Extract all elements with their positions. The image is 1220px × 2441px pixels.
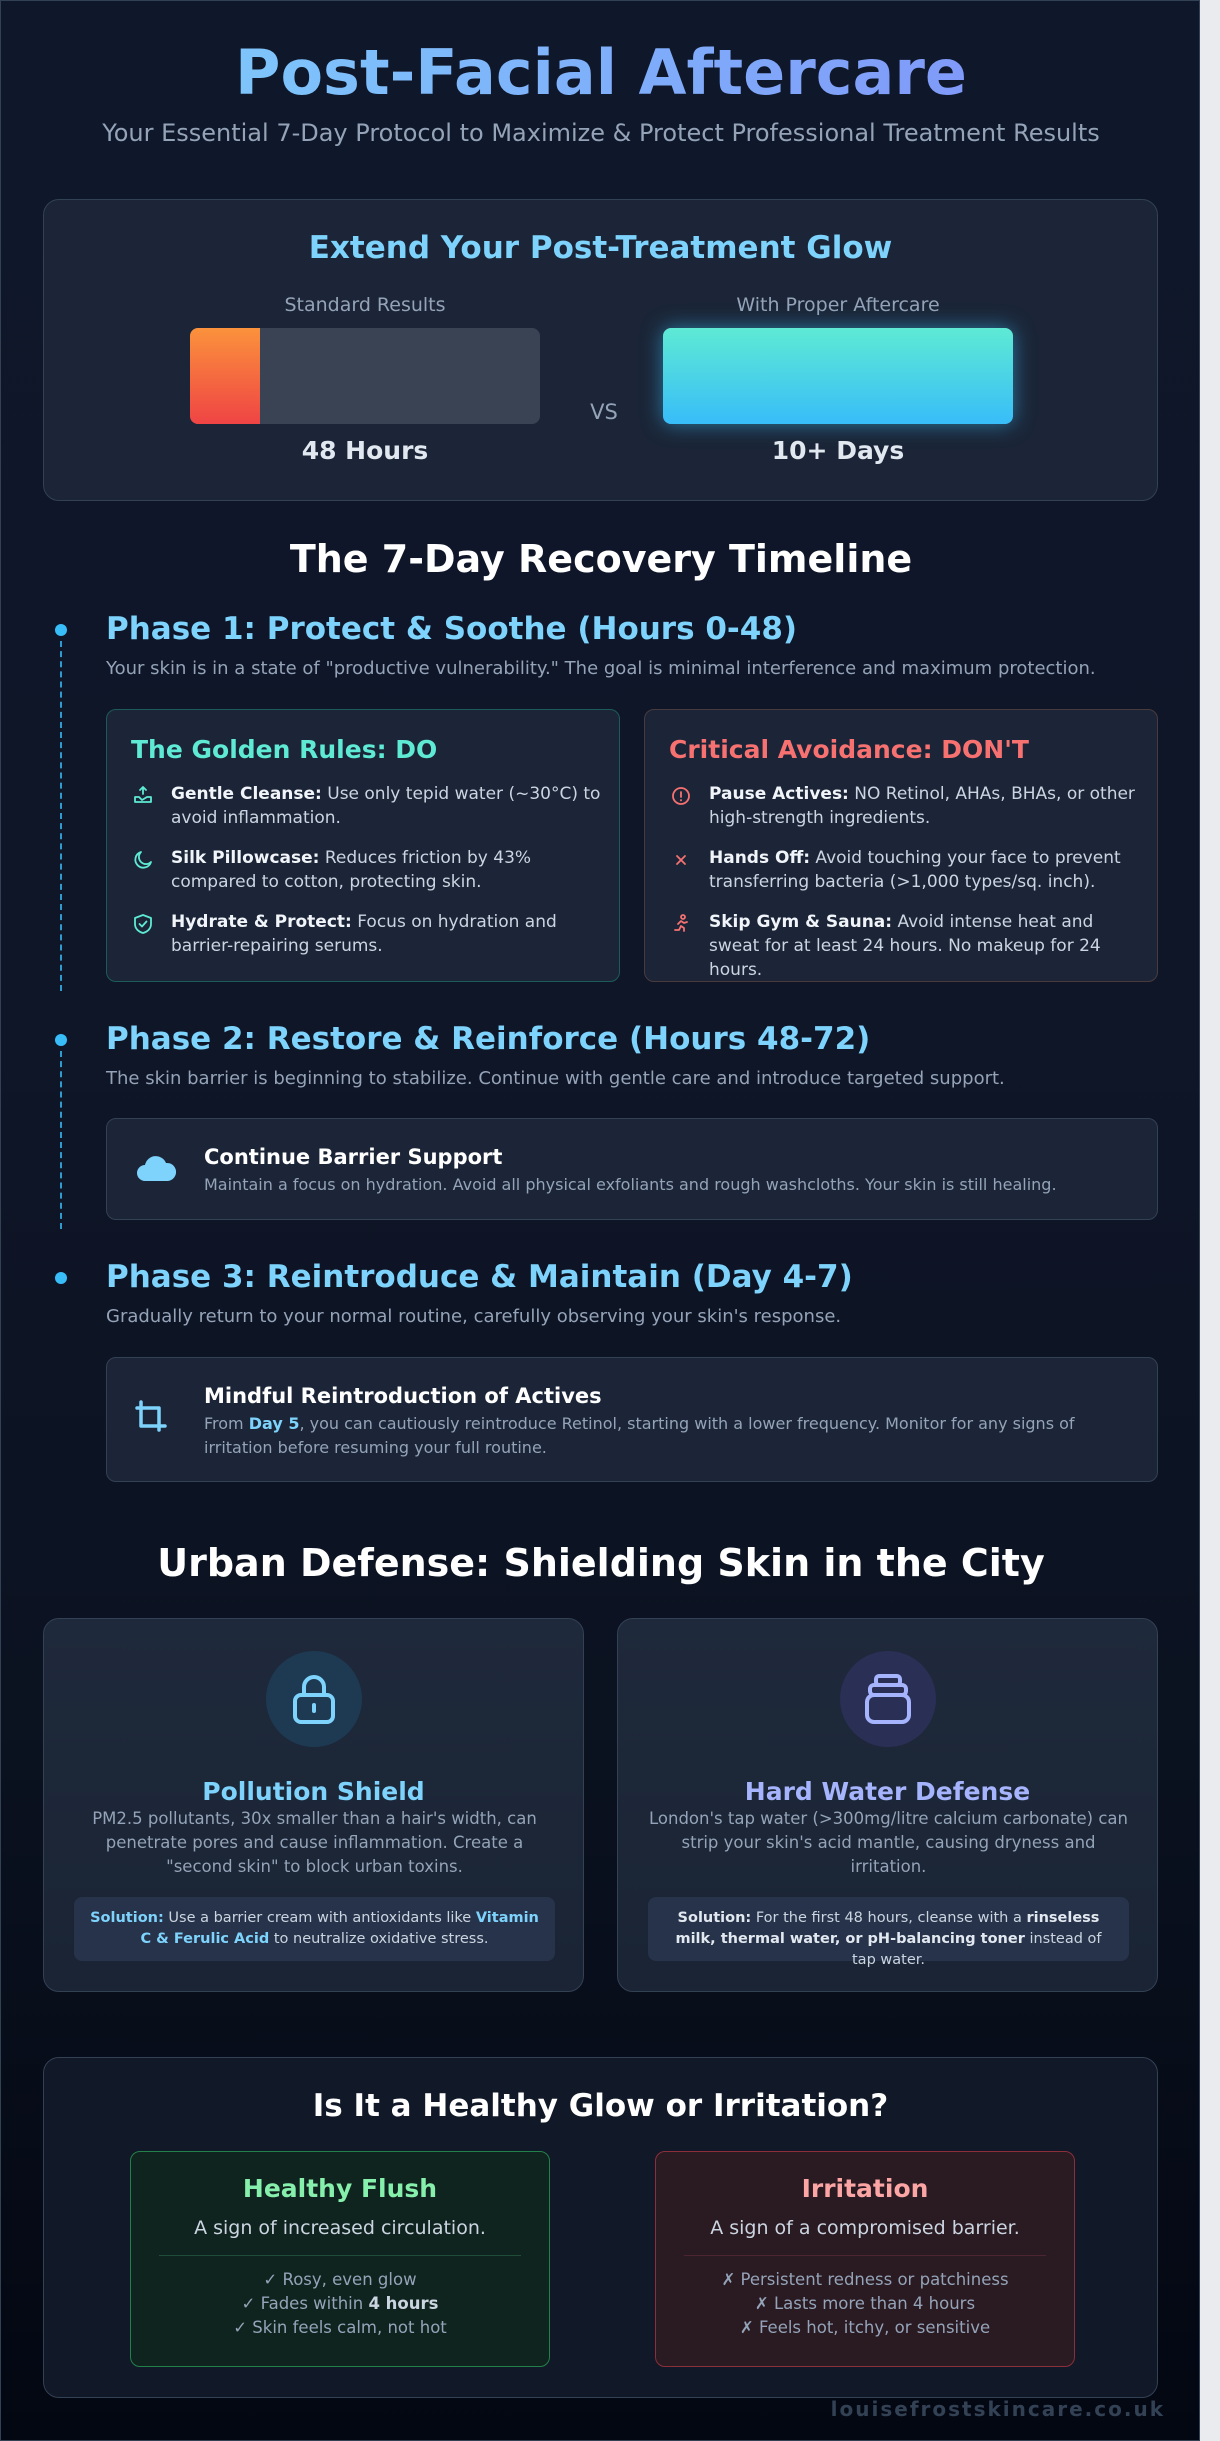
rule-bold: Pause Actives:: [709, 784, 849, 804]
barrier-support-card: [106, 1118, 1158, 1220]
barrier-support-text: Maintain a focus on hydration. Avoid all physical exfoliants and rough washcloths. Your skin is still healing.: [204, 1175, 1057, 1194]
phase1-dot: [55, 624, 67, 636]
moon-icon: [131, 848, 161, 872]
solution-post: instead of tap water.: [852, 1931, 1102, 1968]
reintro-text-post: , you can cautiously reintroduce Retinol, starting with a lower frequency. Monitor for any signs of irritation before resuming your full routine.: [204, 1414, 1075, 1457]
irritation-item: ✗ Persistent redness or patchiness: [721, 2270, 1009, 2289]
pollution-title: Pollution Shield: [202, 1777, 425, 1806]
proper-aftercare-bar: [663, 328, 1013, 424]
reintroduction-title: Mindful Reintroduction of Actives: [204, 1384, 602, 1408]
standard-results-value: 48 Hours: [301, 436, 429, 465]
healthy-list: [131, 2268, 549, 2340]
irritation-sub: A sign of a compromised barrier.: [710, 2217, 1020, 2239]
healthy-item-bold: 4 hours: [368, 2294, 439, 2313]
running-icon: [669, 912, 699, 936]
do-heading: The Golden Rules: DO: [131, 735, 438, 764]
rule-desc: NO Retinol, AHAs, BHAs, or other high-strength ingredients.: [709, 784, 1135, 828]
pollution-shield-card: [43, 1618, 584, 1992]
urban-title: Urban Defense: Shielding Skin in the City: [157, 1541, 1045, 1585]
glow-title: Extend Your Post-Treatment Glow: [308, 230, 893, 266]
crop-icon: [133, 1398, 179, 1444]
dont-item: [669, 910, 1139, 982]
rule-desc: Use only tepid water (~30°C) to avoid inflammation.: [171, 784, 601, 828]
pollution-text: PM2.5 pollutants, 30x smaller than a hair's width, can penetrate pores and cause inflammation. Create a "second skin" to block urban toxins.: [92, 1809, 537, 1876]
vs-label: VS: [590, 400, 618, 424]
day-5-highlight: Day 5: [248, 1414, 300, 1433]
irritation-box: [655, 2151, 1075, 2367]
phase3-dot: [55, 1272, 67, 1284]
solution-label: Solution:: [90, 1910, 164, 1926]
cloud-icon: [133, 1147, 179, 1193]
barrier-support-title: Continue Barrier Support: [204, 1145, 503, 1169]
healthy-item: ✓ Rosy, even glow: [263, 2270, 417, 2289]
reintroduction-text: [204, 1412, 1134, 1460]
pollution-solution: [74, 1897, 555, 1961]
dont-heading: Critical Avoidance: DON'T: [669, 735, 1029, 764]
proper-aftercare-value: 10+ Days: [771, 436, 905, 465]
standard-results-bar: [190, 328, 540, 424]
irritation-title: Irritation: [801, 2174, 929, 2203]
rule-desc: Reduces friction by 43% compared to cotton, protecting skin.: [171, 848, 532, 892]
do-rules-card: [106, 709, 620, 982]
do-item: [131, 846, 601, 894]
rule-bold: Hydrate & Protect:: [171, 912, 352, 932]
irritation-list: [656, 2268, 1074, 2340]
phase2-desc: The skin barrier is beginning to stabilize. Continue with gentle care and introduce targeted support.: [106, 1068, 1005, 1089]
irritation-divider: [684, 2255, 1046, 2256]
alert-circle-icon: [669, 784, 699, 808]
irritation-item: ✗ Feels hot, itchy, or sensitive: [739, 2318, 991, 2337]
rule-bold: Silk Pillowcase:: [171, 848, 320, 868]
hard-water-card: [617, 1618, 1158, 1992]
healthy-flush-box: [130, 2151, 550, 2367]
proper-aftercare-fill: [663, 328, 1013, 424]
solution-post: to neutralize oxidative stress.: [269, 1931, 489, 1947]
check-title: Is It a Healthy Glow or Irritation?: [312, 2088, 889, 2124]
x-icon: [669, 848, 699, 872]
phase3-title: Phase 3: Reintroduce & Maintain (Day 4-7): [106, 1259, 853, 1295]
do-item: [131, 782, 601, 830]
reintro-text-pre: From: [204, 1414, 249, 1433]
hard-water-solution: [648, 1897, 1129, 1968]
hard-water-text: London's tap water (>300mg/litre calcium carbonate) can strip your skin's acid mantle, causing dryness and irritation.: [649, 1809, 1128, 1876]
phase2-title: Phase 2: Restore & Reinforce (Hours 48-72): [106, 1021, 871, 1057]
glow-comparison-card: [43, 199, 1158, 501]
solution-bold: rinseless milk, thermal water, or pH-balancing toner: [675, 1910, 1100, 1947]
lock-icon: [292, 1673, 336, 1729]
rule-desc: Avoid intense heat and sweat for at least 24 hours. No makeup for 24 hours.: [709, 912, 1101, 980]
rule-bold: Gentle Cleanse:: [171, 784, 322, 804]
healthy-title: Healthy Flush: [242, 2174, 438, 2203]
proper-aftercare-label: With Proper Aftercare: [736, 294, 940, 316]
standard-results-label: Standard Results: [284, 294, 446, 316]
shield-check-icon: [131, 912, 161, 936]
irritation-item: ✗ Lasts more than 4 hours: [754, 2294, 976, 2313]
footer-url[interactable]: louisefrostskincare.co.uk: [830, 2397, 1165, 2421]
hand-washing-icon: [131, 784, 161, 808]
solution-pre: Use a barrier cream with antioxidants like: [163, 1910, 476, 1926]
do-item: [131, 910, 601, 958]
healthy-item-pre: ✓ Fades within: [241, 2294, 369, 2313]
healthy-item: [131, 2292, 549, 2316]
phase3-desc: Gradually return to your normal routine, carefully observing your skin's response.: [106, 1306, 842, 1327]
healthy-divider: [159, 2255, 521, 2256]
page-subtitle: Your Essential 7-Day Protocol to Maximize & Protect Professional Treatment Results: [102, 119, 1100, 147]
rule-desc: Focus on hydration and barrier-repairing serums.: [171, 912, 557, 956]
solution-pre: For the first 48 hours, cleanse with a: [751, 1910, 1027, 1926]
page-title: Post-Facial Aftercare: [1, 36, 1200, 109]
phase2-line: [60, 1051, 62, 1229]
jar-icon: [864, 1673, 912, 1729]
solution-label: Solution:: [677, 1910, 752, 1926]
dont-item: [669, 782, 1139, 830]
rule-bold: Hands Off:: [709, 848, 811, 868]
rule-desc: Avoid touching your face to prevent transferring bacteria (>1,000 types/sq. inch).: [709, 848, 1121, 892]
timeline-title: The 7-Day Recovery Timeline: [289, 537, 913, 581]
standard-results-fill: [190, 328, 260, 424]
phase2-dot: [55, 1034, 67, 1046]
dont-rules-card: [644, 709, 1158, 982]
dont-item: [669, 846, 1139, 894]
phase1-line: [60, 641, 62, 991]
rule-bold: Skip Gym & Sauna:: [709, 912, 893, 932]
healthy-sub: A sign of increased circulation.: [194, 2217, 486, 2239]
hard-water-title: Hard Water Defense: [744, 1777, 1031, 1806]
hard-water-icon-circle: [840, 1651, 936, 1747]
phase1-title: Phase 1: Protect & Soothe (Hours 0-48): [106, 611, 798, 647]
reintroduction-card: [106, 1357, 1158, 1482]
phase1-desc: Your skin is in a state of "productive vulnerability." The goal is minimal interference and maximum protection.: [106, 658, 1096, 679]
healthy-item: ✓ Skin feels calm, not hot: [233, 2318, 447, 2337]
solution-bold: Vitamin C & Ferulic Acid: [140, 1910, 539, 1947]
glow-vs-irritation-card: [43, 2057, 1158, 2398]
pollution-icon-circle: [266, 1651, 362, 1747]
